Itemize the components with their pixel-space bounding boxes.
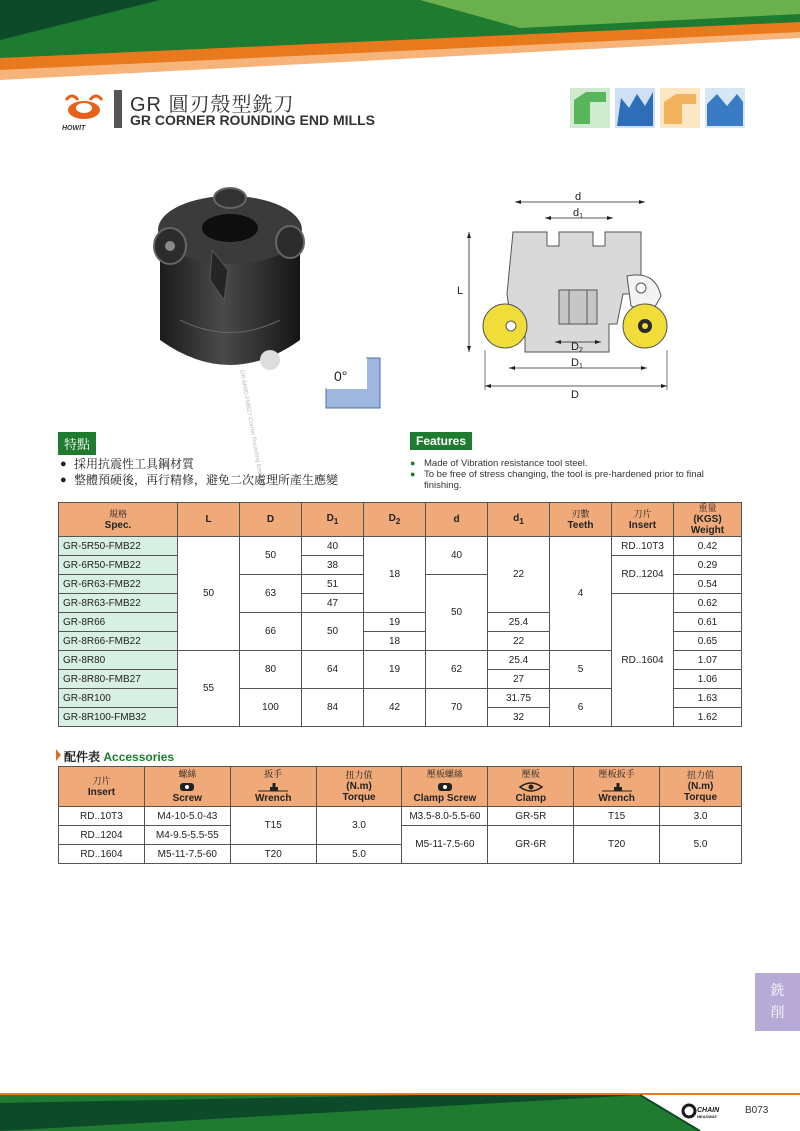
header-spec: 規格 Spec.	[59, 503, 178, 537]
angle-label: 0°	[334, 368, 348, 384]
acc-torque: 5.0	[316, 845, 402, 864]
features-list-en	[410, 458, 740, 491]
logo-text: HOWIT	[62, 125, 86, 132]
top-decorative-band	[0, 0, 800, 80]
header-D2: $D_2$	[364, 503, 426, 537]
spec-name: GR-8R66	[59, 613, 178, 632]
acc-header-insert: 刀片 Insert	[59, 767, 145, 807]
cell-teeth: 5	[550, 651, 612, 689]
clamp-screw-icon	[437, 781, 453, 793]
cell-D2: 42	[364, 689, 426, 727]
acc-header-wrench: 扳手 Wrench	[230, 767, 316, 807]
feature-zh-item: ● 採用抗震性工具鋼材質	[60, 456, 338, 472]
features-heading-zh: 特點	[58, 432, 96, 455]
cell-weight: 1.63	[674, 689, 742, 708]
cell-weight: 0.65	[674, 632, 742, 651]
thumbnail-orange	[660, 88, 700, 128]
header-D: D	[240, 503, 302, 537]
brand-logo-icon	[682, 1103, 736, 1119]
acc-header-clamp: 壓板 Clamp	[488, 767, 574, 807]
acc-insert: RD..1604	[59, 845, 145, 864]
page-title-zh: GR 圓刃殼型銑刀	[130, 94, 295, 116]
wrench-icon	[600, 781, 634, 793]
acc-header-clamp-torque: 扭力值 (N.m) Torque	[660, 767, 742, 807]
title-accent-bar	[114, 90, 122, 128]
zero-degree-angle-icon	[322, 352, 384, 412]
cell-d1: 31.75	[488, 689, 550, 708]
header-weight: 重量 (KGS) Weight	[674, 503, 742, 537]
cell-D1: 64	[302, 651, 364, 689]
feature-en-item: ● Made of Vibration resistance tool steel.	[410, 458, 740, 469]
cell-d1: 22	[488, 632, 550, 651]
acc-screw: M4-10-5.0-43	[144, 807, 230, 826]
side-tab-line: 銑	[770, 982, 785, 998]
cell-weight: 1.07	[674, 651, 742, 670]
spec-name: GR-8R80	[59, 651, 178, 670]
cell-insert: RD..1204	[612, 556, 674, 594]
spec-name: GR-6R63-FMB22	[59, 575, 178, 594]
cell-D2: 18	[364, 632, 426, 651]
cell-D2: 19	[364, 651, 426, 689]
dim-D: D	[571, 389, 579, 401]
cell-d: 62	[426, 651, 488, 689]
spec-name: GR-6R50-FMB22	[59, 556, 178, 575]
svg-text:CHAINHEADWAY: CHAIN HEADWAY	[697, 1107, 720, 1119]
clamp-icon	[518, 781, 544, 793]
acc-header-clamp-wrench: 壓板扳手 Wrench	[574, 767, 660, 807]
cell-weight: 1.62	[674, 708, 742, 727]
header-D1: $D_1$	[302, 503, 364, 537]
cell-teeth: 4	[550, 537, 612, 651]
cell-D: 100	[240, 689, 302, 727]
dim-L: L	[457, 285, 464, 297]
spec-name: GR-8R100-FMB32	[59, 708, 178, 727]
application-thumbnails	[570, 88, 746, 128]
header-L: L	[178, 503, 240, 537]
cell-D1: 47	[302, 594, 364, 613]
cell-insert: RD..10T3	[612, 537, 674, 556]
acc-clamp-wrench: T15	[574, 807, 660, 826]
cell-d1: 25.4	[488, 613, 550, 632]
cell-teeth: 6	[550, 689, 612, 727]
bottom-decorative-band	[0, 1093, 800, 1131]
cell-D: 63	[240, 575, 302, 613]
cell-d1: 22	[488, 537, 550, 613]
product-lettering: GR-8R80-FMB27 Corner Rounding End Mills	[238, 369, 265, 489]
cell-D1: 51	[302, 575, 364, 594]
cell-D1: 50	[302, 613, 364, 651]
cell-D: 66	[240, 613, 302, 651]
acc-header-clamp-screw: 壓板螺絲 Clamp Screw	[402, 767, 488, 807]
cell-weight: 0.29	[674, 556, 742, 575]
cell-weight: 0.62	[674, 594, 742, 613]
cell-d1: 27	[488, 670, 550, 689]
thumbnail-blue-1	[615, 88, 655, 128]
dim-D1: D1	[571, 357, 583, 370]
features-list-zh	[60, 456, 338, 488]
acc-screw: M5-11-7.5-60	[144, 845, 230, 864]
accessories-heading-zh: 配件表	[64, 750, 101, 764]
accessories-heading	[64, 748, 174, 765]
cell-d: 40	[426, 537, 488, 575]
acc-insert: RD..1204	[59, 826, 145, 845]
cell-L: 50	[178, 537, 240, 651]
acc-header-torque: 扭力值 (N.m) Torque	[316, 767, 402, 807]
cell-D1: 38	[302, 556, 364, 575]
cell-d1: 25.4	[488, 651, 550, 670]
acc-clamp: GR-5R	[488, 807, 574, 826]
cell-weight: 0.61	[674, 613, 742, 632]
table-row	[59, 807, 742, 826]
header-d1: $d_1$	[488, 503, 550, 537]
section-side-tab[interactable]	[755, 973, 800, 1031]
header-d: d	[426, 503, 488, 537]
accessories-arrow-icon	[56, 749, 61, 761]
cell-D1: 40	[302, 537, 364, 556]
spec-header-row	[59, 503, 742, 537]
cell-D2: 18	[364, 537, 426, 613]
spec-name: GR-5R50-FMB22	[59, 537, 178, 556]
cell-D: 50	[240, 537, 302, 575]
cell-weight: 1.06	[674, 670, 742, 689]
acc-insert: RD..10T3	[59, 807, 145, 826]
accessories-heading-en: Accessories	[103, 750, 175, 764]
header-insert: 刀片 Insert	[612, 503, 674, 537]
cell-L: 55	[178, 651, 240, 727]
dim-D2: D2	[571, 341, 583, 354]
cell-weight: 0.42	[674, 537, 742, 556]
cell-D1: 84	[302, 689, 364, 727]
dim-d1: d1	[573, 207, 584, 220]
cell-D2: 19	[364, 613, 426, 632]
spec-name: GR-8R80-FMB27	[59, 670, 178, 689]
acc-wrench: T15	[230, 807, 316, 845]
thumbnail-green	[570, 88, 610, 128]
table-row	[59, 537, 742, 556]
accessories-table	[58, 766, 742, 864]
acc-clamp-screw: M5-11-7.5-60	[402, 826, 488, 864]
cell-d: 50	[426, 575, 488, 651]
acc-torque: 3.0	[316, 807, 402, 845]
acc-clamp-screw: M3.5-8.0-5.5-60	[402, 807, 488, 826]
thumbnail-blue-2	[705, 88, 745, 128]
side-tab-line: 削	[770, 1004, 785, 1020]
features-heading-en: Features	[410, 432, 472, 450]
spec-name: GR-8R66-FMB22	[59, 632, 178, 651]
spec-name: GR-8R100	[59, 689, 178, 708]
cell-insert: RD..1604	[612, 594, 674, 727]
header-teeth: 刃數 Teeth	[550, 503, 612, 537]
page-number: B073	[745, 1105, 769, 1116]
accessories-header-row	[59, 767, 742, 807]
acc-clamp: GR-6R	[488, 826, 574, 864]
cell-D: 80	[240, 651, 302, 689]
dim-d: d	[575, 191, 582, 203]
acc-header-screw: 螺絲 Screw	[144, 767, 230, 807]
page-title-en: GR CORNER ROUNDING END MILLS	[130, 112, 375, 128]
screw-icon	[179, 781, 195, 793]
acc-clamp-torque: 3.0	[660, 807, 742, 826]
wrench-icon	[256, 781, 290, 793]
acc-clamp-torque: 5.0	[660, 826, 742, 864]
acc-screw: M4-9.5-5.5-55	[144, 826, 230, 845]
spec-table	[58, 502, 742, 727]
acc-wrench: T20	[230, 845, 316, 864]
cell-d1: 32	[488, 708, 550, 727]
acc-clamp-wrench: T20	[574, 826, 660, 864]
technical-drawing	[455, 190, 705, 405]
cell-d: 70	[426, 689, 488, 727]
spec-name: GR-8R63-FMB22	[59, 594, 178, 613]
feature-en-item: ● To be free of stress changing, the tool is pre-hardened prior to final finishing.	[410, 469, 740, 491]
cell-weight: 0.54	[674, 575, 742, 594]
feature-zh-item: ● 整體預硬後，再行精修，避免二次處理所產生應變	[60, 472, 338, 488]
